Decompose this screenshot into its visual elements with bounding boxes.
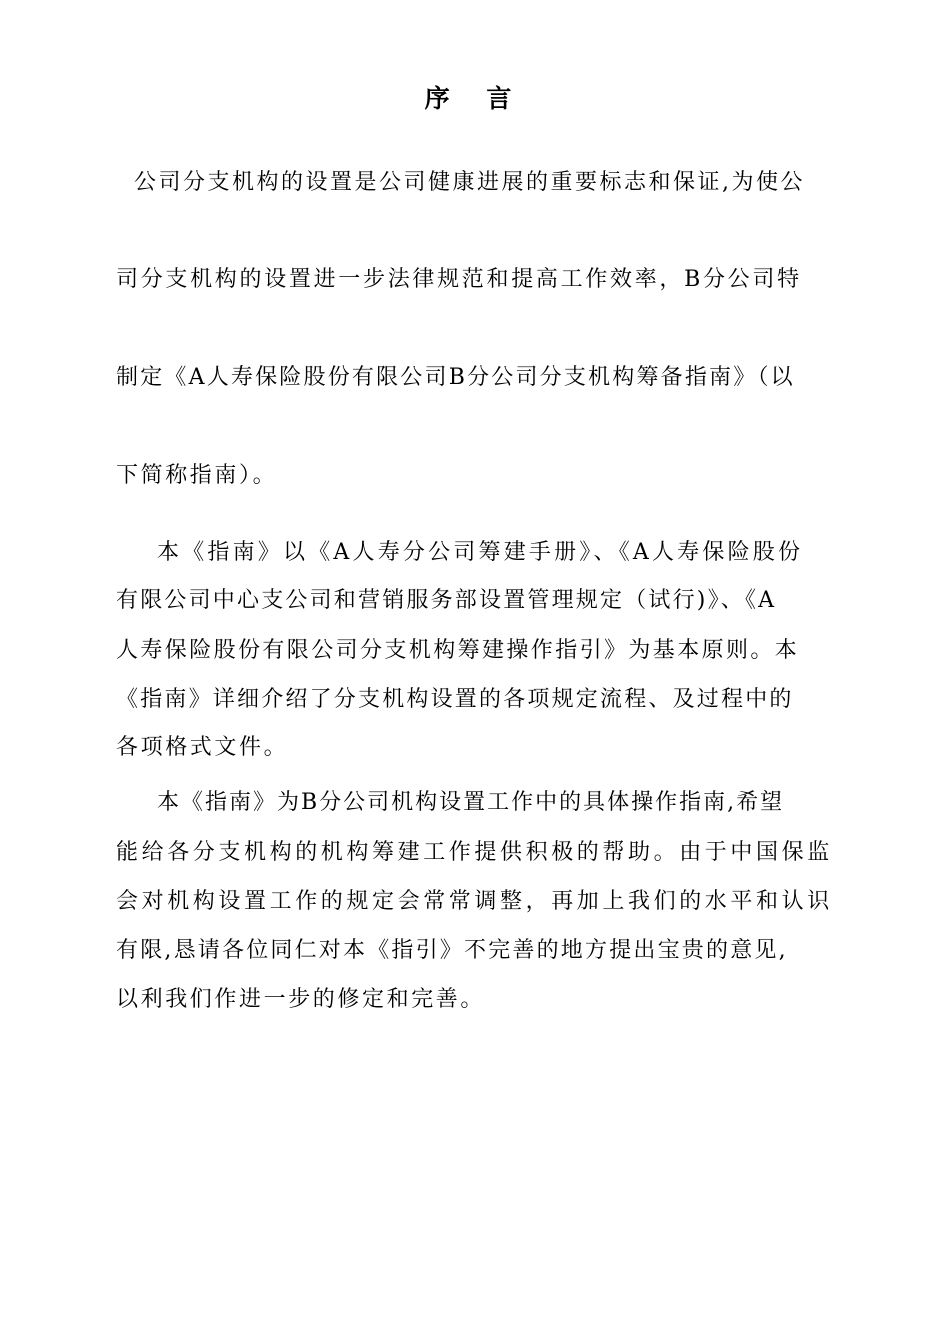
text-line: 公司分支机构的设置是公司健康进展的重要标志和保证,为使公	[134, 170, 805, 195]
page-title: 序 言	[424, 84, 526, 113]
text-line: 人寿保险股份有限公司分支机构筹建操作指引》为基本原则。本	[116, 638, 800, 663]
text-line: 有限,恳请各位同仁对本《指引》不完善的地方提出宝贵的意见,	[116, 938, 788, 963]
text-line: 以利我们作进一步的修定和完善。	[116, 987, 486, 1012]
text-line: 有限公司中心支公司和营销服务部设置管理规定（试行)》、《A	[116, 588, 777, 613]
text-line: 本《指南》以《A人寿分公司筹建手册》、《A人寿保险股份	[157, 540, 804, 565]
text-line: 下简称指南）。	[116, 463, 278, 488]
text-line: 司分支机构的设置进一步法律规范和提高工作效率，B分公司特	[116, 267, 802, 292]
text-line: 制定《A人寿保险股份有限公司B分公司分支机构筹备指南》（以	[116, 365, 795, 390]
text-line: 会对机构设置工作的规定会常常调整，再加上我们的水平和认识	[116, 889, 833, 914]
text-line: 本《指南》为B分公司机构设置工作中的具体操作指南,希望	[157, 790, 785, 815]
text-line: 能给各分支机构的机构筹建工作提供积极的帮助。由于中国保监	[116, 840, 833, 865]
text-line: 《指南》详细介绍了分支机构设置的各项规定流程、及过程中的	[116, 687, 794, 712]
text-line: 各项格式文件。	[116, 735, 289, 760]
